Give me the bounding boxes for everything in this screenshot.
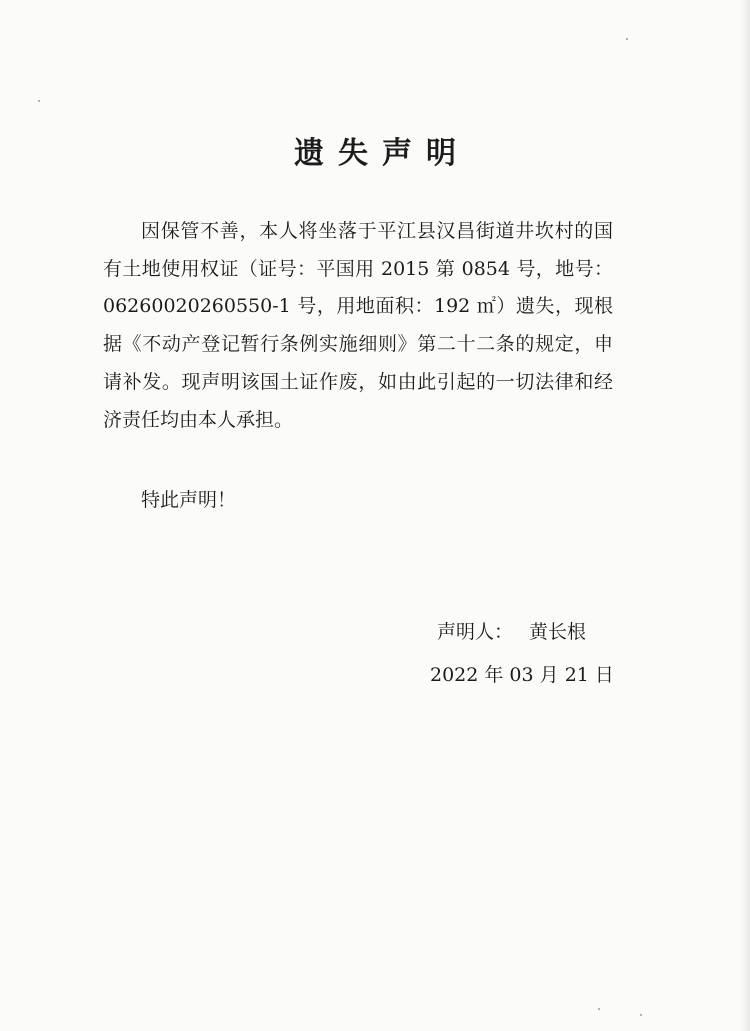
statement-body [103, 213, 613, 439]
scan-speck [598, 1008, 600, 1010]
document-title: 遗失声明 [294, 136, 470, 171]
statement-date: 2022 年 03 月 21 日 [430, 664, 614, 686]
closing-remark: 特此声明！ [141, 489, 237, 511]
scan-speck [38, 100, 40, 102]
signature-label: 声明人： [437, 621, 514, 643]
signature-line [437, 617, 586, 647]
signatory-name: 黄长根 [529, 621, 587, 643]
statement-paragraph: 因保管不善，本人将坐落于平江县汉昌街道井坎村的国有土地使用权证（证号：平国用 2015 第 0854 号，地号：06260020260550-1 号，用地面积：192 ㎡）遗失，现根据《不动产登记暂行条例实施细则》第二十二条的规定，申请补发。现声明该国土证作废，如由此引起的一切法律和经济责任均由本人承担。 [103, 220, 613, 431]
scan-speck [626, 38, 628, 40]
scan-speck [640, 1014, 642, 1016]
